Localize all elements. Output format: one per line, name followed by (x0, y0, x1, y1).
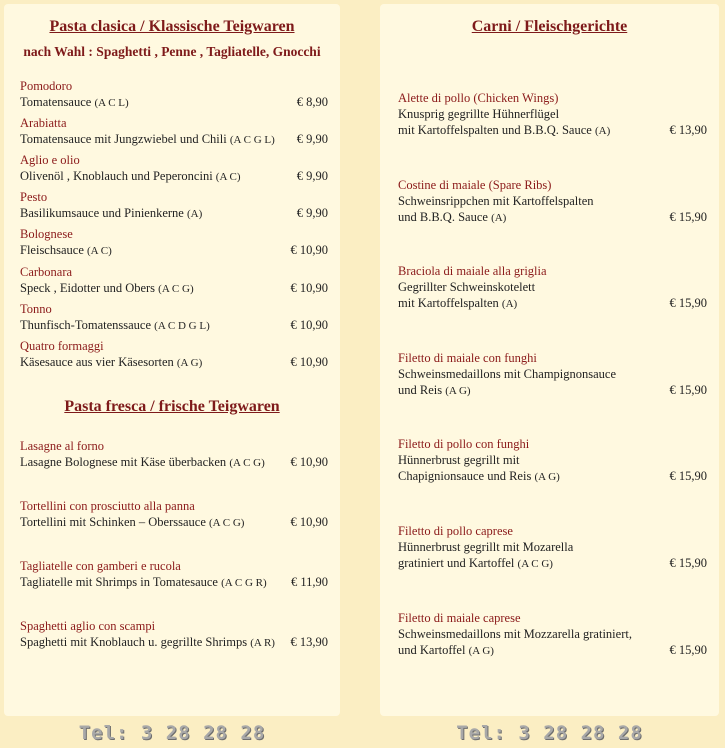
dish-name: Arabiatta (20, 116, 67, 130)
menu-item (398, 350, 707, 399)
dish-description: Hünnerbrust gegrillt mit Mozarella (398, 540, 574, 554)
dish-description: Hünnerbrust gegrillt mit (398, 453, 520, 467)
dish-price: € 15,90 (669, 469, 707, 483)
dish-name: Aglio e olio (20, 153, 80, 167)
dish-name: Tortellini con prosciutto alla panna (20, 499, 195, 513)
meat-panel (380, 4, 719, 716)
dish-price: € 15,90 (669, 383, 707, 397)
menu-item (20, 189, 328, 222)
allergen-codes: (A C G) (209, 517, 245, 529)
dish-description-text: Basilikumsauce und Pinienkerne (20, 206, 184, 220)
dish-description (398, 295, 707, 312)
menu-item (20, 498, 328, 531)
menu-item (20, 338, 328, 371)
phone-number-right: Tel: 3 28 28 28 (456, 722, 643, 744)
menu-item (398, 263, 707, 312)
menu-item (20, 438, 328, 471)
dish-name: Braciola di maiale alla griglia (398, 264, 547, 278)
dish-name: Bolognese (20, 227, 73, 241)
menu-item (398, 610, 707, 659)
allergen-codes: (A C) (215, 171, 241, 183)
dish-name: Carbonara (20, 265, 73, 279)
menu-item (20, 301, 328, 334)
menu-item (20, 226, 328, 259)
dish-description-text: Fleischsauce (20, 243, 84, 257)
allergen-codes: (A C G L) (229, 134, 275, 146)
allergen-codes: (A C L) (94, 97, 129, 109)
dish-description-text: Chapignionsauce und Reis (398, 469, 532, 483)
dish-description (20, 574, 328, 591)
dish-description (398, 209, 707, 226)
dish-name: Filetto di pollo con funghi (398, 437, 530, 451)
dish-description: Schweinsrippchen mit Kartoffelspalten (398, 194, 594, 208)
allergen-codes: (A G) (468, 645, 494, 657)
dish-name: Alette di pollo (Chicken Wings) (398, 91, 559, 105)
pasta-choice-subtitle: nach Wahl : Spaghetti , Penne , Tagliatelle, Gnocchi (23, 44, 321, 59)
dish-description: Schweinsmedaillons mit Mozzarella gratiniert, (398, 627, 632, 641)
allergen-codes: (A C G) (517, 558, 553, 570)
dish-description (20, 205, 328, 222)
allergen-codes: (A) (491, 212, 507, 224)
menu-item (398, 177, 707, 226)
dish-description-text: Käsesauce aus vier Käsesorten (20, 355, 174, 369)
menu-item (398, 90, 707, 139)
menu-item (20, 152, 328, 185)
dish-description (398, 382, 707, 399)
allergen-codes: (A G) (176, 357, 203, 369)
dish-price: € 8,90 (296, 95, 328, 109)
dish-description: Gegrillter Schweinskotelett (398, 280, 536, 294)
allergen-codes: (A R) (250, 637, 275, 649)
dish-name: Pesto (20, 190, 48, 204)
allergen-codes: (A C) (87, 245, 112, 257)
dish-description-text: Tomatensauce (20, 95, 92, 109)
meat-heading: Carni / Fleischgerichte (471, 18, 628, 35)
dish-description (20, 280, 328, 297)
dish-description (20, 94, 328, 111)
allergen-codes: (A C G) (229, 457, 265, 469)
menu-item (20, 115, 328, 148)
dish-description-text: und Kartoffel (398, 643, 466, 657)
dish-price: € 15,90 (669, 210, 707, 224)
dish-price: € 10,90 (290, 515, 328, 529)
dish-description (398, 642, 707, 659)
dish-description: Knusprig gegrillte Hühnerflügel (398, 107, 560, 121)
dish-name: Quatro formaggi (20, 339, 104, 353)
menu-item (20, 618, 328, 651)
dish-name: Costine di maiale (Spare Ribs) (398, 178, 552, 192)
dish-name: Tagliatelle con gamberi e rucola (20, 559, 181, 573)
dish-price: € 15,90 (669, 296, 707, 310)
menu-item (398, 436, 707, 485)
dish-description-text: Speck , Eidotter und Obers (20, 281, 156, 295)
allergen-codes: (A) (501, 298, 518, 310)
dish-name: Lasagne al forno (20, 439, 104, 453)
dish-description-text: gratiniert und Kartoffel (398, 556, 515, 570)
allergen-codes: (A G) (445, 385, 471, 397)
dish-description (20, 242, 328, 259)
dish-description (20, 634, 328, 651)
dish-name: Tonno (20, 302, 52, 316)
dish-name: Pomodoro (20, 79, 73, 93)
allergen-codes: (A) (186, 208, 203, 220)
dish-price: € 15,90 (669, 556, 707, 570)
dish-price: € 11,90 (290, 575, 328, 589)
dish-name: Filetto di pollo caprese (398, 524, 513, 538)
dish-description-text: Tortellini mit Schinken – Oberssauce (20, 515, 206, 529)
dish-description-text: Spaghetti mit Knoblauch u. gegrillte Shrimps (20, 635, 248, 649)
allergen-codes: (A C G R) (221, 577, 267, 589)
dish-price: € 10,90 (290, 318, 328, 332)
dish-price: € 13,90 (669, 123, 707, 137)
pasta-panel (4, 4, 340, 716)
allergen-codes: (A C G) (158, 283, 194, 295)
dish-price: € 13,90 (290, 635, 328, 649)
dish-price: € 9,90 (296, 132, 328, 146)
pasta-fresh-heading: Pasta fresca / frische Teigwaren (64, 398, 280, 415)
dish-description (20, 168, 328, 185)
dish-price: € 10,90 (290, 355, 328, 369)
dish-description-text: mit Kartoffelspalten und B.B.Q. Sauce (398, 123, 592, 137)
dish-description-text: Tagliatelle mit Shrimps in Tomatesauce (20, 575, 218, 589)
dish-price: € 10,90 (290, 281, 328, 295)
phone-number-left: Tel: 3 28 28 28 (78, 722, 266, 744)
dish-description (398, 555, 707, 572)
dish-description-text: Lasagne Bolognese mit Käse überbacken (20, 455, 227, 469)
menu-item (20, 558, 328, 591)
dish-description (398, 468, 707, 485)
dish-description (398, 122, 707, 139)
dish-description-text: Thunfisch-Tomatenssauce (20, 318, 152, 332)
menu-item (398, 523, 707, 572)
dish-description-text: und Reis (398, 383, 443, 397)
dish-description (20, 131, 328, 148)
dish-name: Filetto di maiale con funghi (398, 351, 537, 365)
dish-description (20, 514, 328, 531)
allergen-codes: (A C D G L) (154, 320, 210, 332)
dish-description-text: Tomatensauce mit Jungzwiebel und Chili (20, 132, 227, 146)
dish-description (20, 354, 328, 371)
dish-price: € 9,90 (296, 206, 328, 220)
dish-description-text: und B.B.Q. Sauce (398, 210, 488, 224)
menu-item (20, 78, 328, 111)
dish-description-text: Olivenöl , Knoblauch und Peperoncini (20, 169, 213, 183)
menu-item (20, 264, 328, 297)
dish-description-text: mit Kartoffelspalten (398, 296, 499, 310)
dish-price: € 10,90 (290, 243, 328, 257)
dish-price: € 10,90 (290, 455, 328, 469)
dish-description (20, 317, 328, 334)
dish-name: Filetto di maiale caprese (398, 611, 521, 625)
dish-name: Spaghetti aglio con scampi (20, 619, 156, 633)
dish-price: € 9,90 (296, 169, 328, 183)
dish-price: € 15,90 (669, 643, 707, 657)
dish-description: Schweinsmedaillons mit Champignonsauce (398, 367, 617, 381)
pasta-classic-heading: Pasta clasica / Klassische Teigwaren (49, 18, 295, 35)
dish-description (20, 454, 328, 471)
allergen-codes: (A) (594, 125, 611, 137)
allergen-codes: (A G) (534, 471, 560, 483)
